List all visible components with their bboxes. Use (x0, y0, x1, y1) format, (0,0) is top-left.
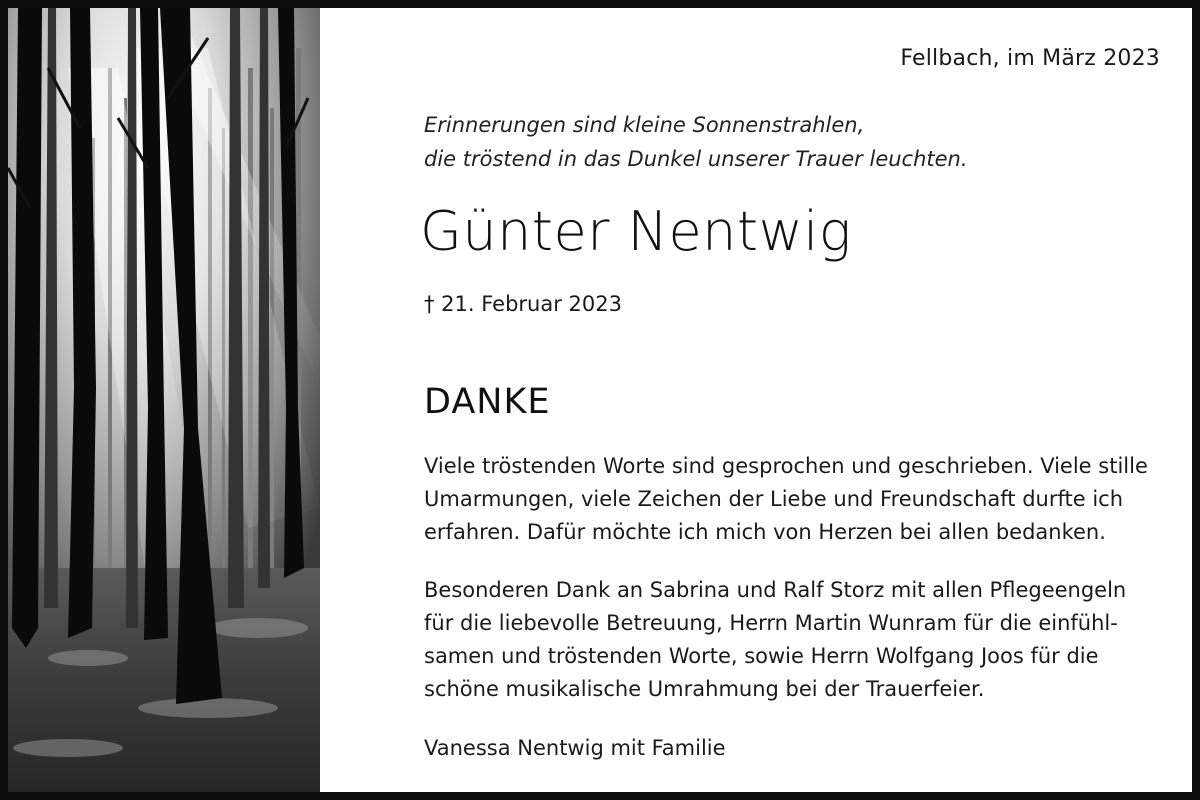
quote-line: die tröstend in das Dunkel unserer Trauer leuchten. (424, 147, 968, 171)
paragraph-line: Viele tröstenden Worte sind gesprochen und geschrieben. Viele stille (424, 454, 1148, 478)
paragraph-line: schöne musikalische Umrahmung bei der Trauerfeier. (424, 677, 985, 701)
deceased-name: Günter Nentwig (420, 200, 852, 263)
paragraph-line: samen und tröstenden Worte, sowie Herrn Wolfgang Joos für die (424, 644, 1099, 668)
forest-image (8, 8, 320, 792)
paragraph-line: Umarmungen, viele Zeichen der Liebe und Freundschaft durfte ich (424, 487, 1124, 511)
thanks-heading: DANKE (424, 382, 551, 422)
signature: Vanessa Nentwig mit Familie (424, 736, 726, 760)
paragraph-line: für die liebevolle Betreuung, Herrn Martin Wunram für die einfühl- (424, 611, 1118, 635)
paragraph-line: Besonderen Dank an Sabrina und Ralf Storz mit allen Pflegeengeln (424, 578, 1127, 602)
place-date: Fellbach, im März 2023 (900, 46, 1160, 71)
quote-line: Erinnerungen sind kleine Sonnenstrahlen, (424, 113, 865, 137)
thanks-paragraph-2 (424, 574, 1126, 706)
death-date: † 21. Februar 2023 (424, 292, 622, 316)
thanks-paragraph-1 (424, 450, 1148, 549)
forest-photo (8, 8, 320, 792)
paragraph-line: erfahren. Dafür möchte ich mich von Herzen bei allen bedanken. (424, 520, 1106, 544)
memorial-quote (424, 108, 968, 176)
